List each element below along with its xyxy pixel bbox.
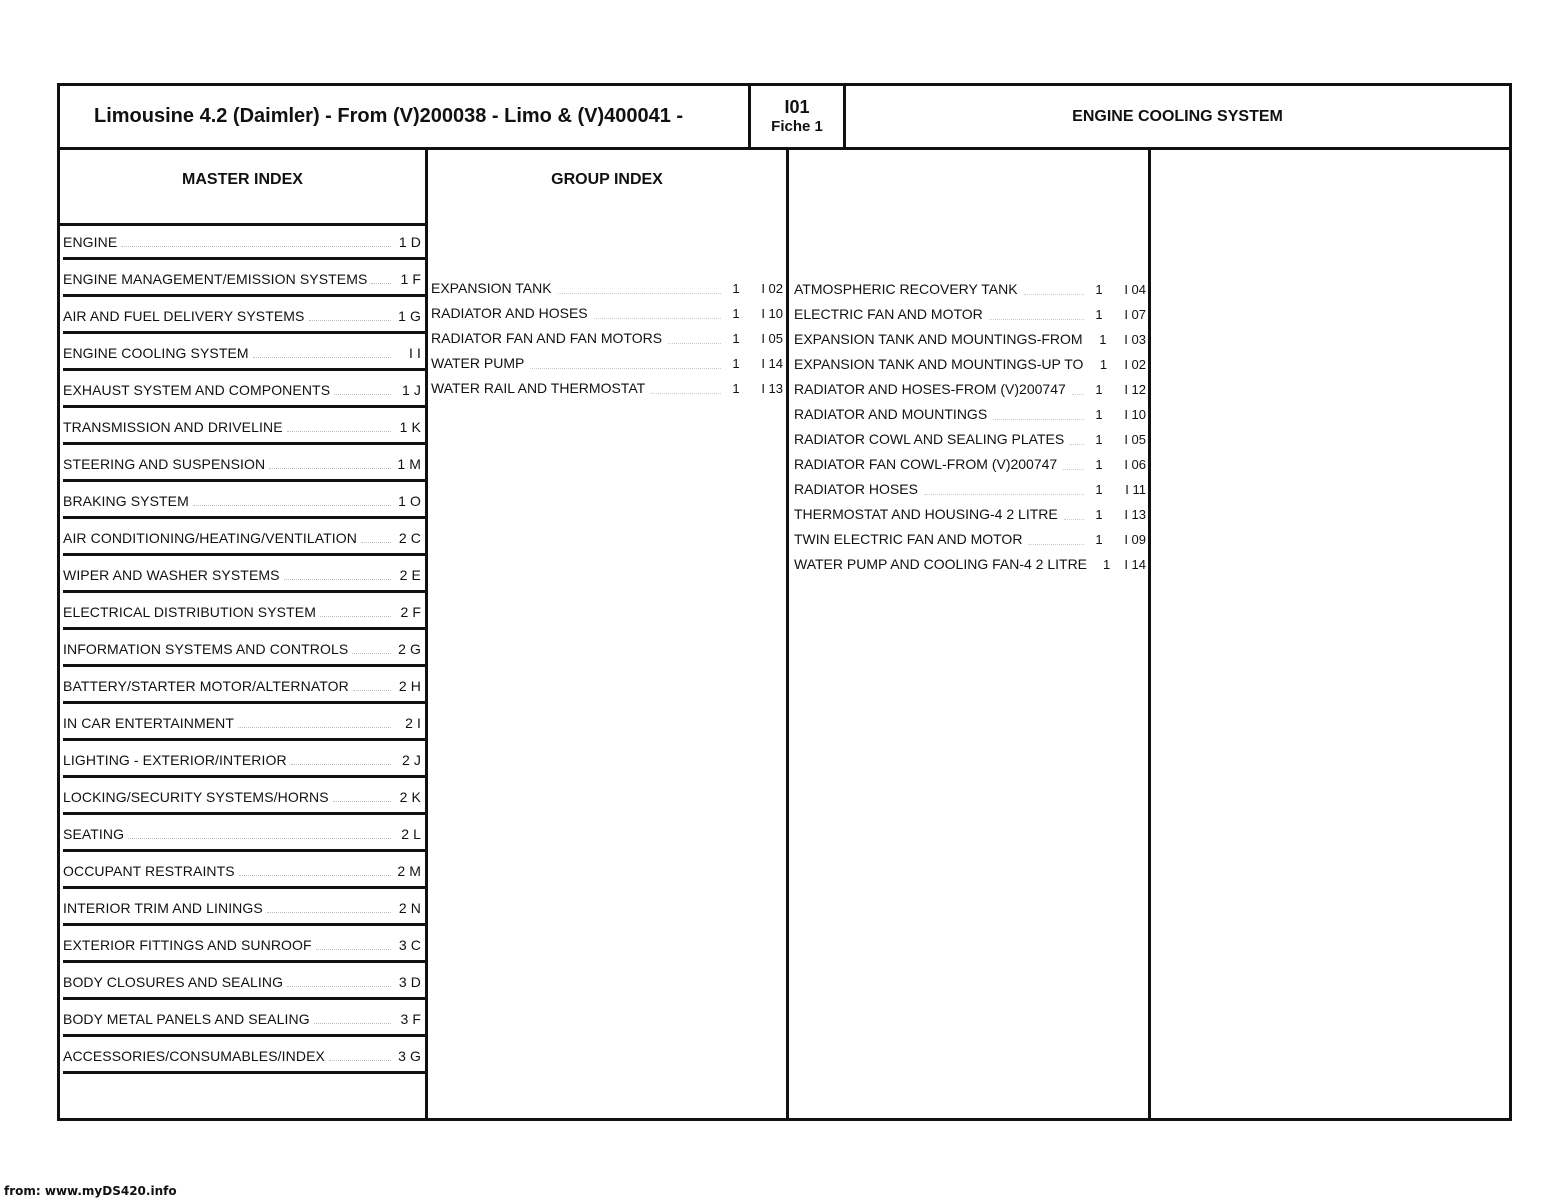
master-index-item[interactable] [63,337,425,371]
sub-index-label: WATER PUMP AND COOLING FAN-4 2 LITRE [794,556,1088,572]
sub-index-page: I 11 [1125,481,1146,497]
leader-dots [371,283,391,284]
master-index-item[interactable] [63,300,425,334]
leader-dots [651,393,721,394]
sub-index-label: RADIATOR AND HOSES-FROM (V)200747 [794,381,1066,397]
group-index-page: I 14 [761,355,783,371]
group-index-page: I 13 [761,380,783,396]
sub-index-page: I 03 [1124,331,1146,347]
master-index-label: IN CAR ENTERTAINMENT [63,714,235,731]
sub-index-fiche: 1 [1099,331,1107,347]
sub-index-page: I 09 [1124,531,1146,547]
master-index-item[interactable] [63,374,425,408]
master-index-label: ACCESSORIES/CONSUMABLES/INDEX [63,1047,325,1064]
source-footer: from: www.myDS420.info [4,1184,177,1198]
master-index-item[interactable] [63,411,425,445]
master-index-item[interactable] [63,1040,425,1074]
master-index-item[interactable] [63,559,425,593]
master-index-page: 2 E [399,566,421,583]
master-index-page: I I [409,344,421,361]
sub-index-fiche: 1 [1095,281,1103,297]
leader-dots [1072,394,1084,395]
master-index-item[interactable] [63,448,425,482]
leader-dots [267,912,391,913]
group-index-item[interactable] [431,277,783,299]
master-index-item[interactable] [63,744,425,778]
sub-index-label: RADIATOR HOSES [794,481,918,497]
group-index-label: WATER RAIL AND THERMOSTAT [431,380,646,396]
sub-index-label: ATMOSPHERIC RECOVERY TANK [794,281,1018,297]
sub-index-page: I 14 [1124,556,1146,572]
leader-dots [1070,444,1084,445]
leader-dots [1063,469,1084,470]
sub-index-page: I 06 [1124,456,1146,472]
master-index-page: 3 D [398,973,421,990]
leader-dots [287,986,391,987]
group-index-label: RADIATOR AND HOSES [431,305,588,321]
master-index-page: 2 H [398,677,421,694]
leader-dots [989,319,1084,320]
sub-index-page: I 04 [1124,281,1146,297]
sub-index-item[interactable] [794,428,1146,450]
sub-index-item[interactable] [794,353,1146,375]
group-index-item[interactable] [431,377,783,399]
master-index-page: 1 M [397,455,421,472]
master-index-item[interactable] [63,892,425,926]
sub-index-label: RADIATOR AND MOUNTINGS [794,406,988,422]
column-divider [425,150,428,1118]
leader-dots [238,727,391,728]
group-index-page: I 10 [761,305,783,321]
leader-dots [1064,519,1084,520]
master-index-page: 1 G [398,307,421,324]
leader-dots [329,1060,391,1061]
leader-dots [1024,294,1084,295]
sub-index-item[interactable] [794,403,1146,425]
leader-dots [314,1023,391,1024]
leader-dots [668,343,721,344]
section-title: ENGINE COOLING SYSTEM [1072,107,1283,125]
leader-dots [253,357,391,358]
master-index-page: 2 C [398,529,421,546]
group-code: I01 [784,96,810,117]
group-index-item[interactable] [431,327,783,349]
leader-dots [291,764,391,765]
master-index-label: SEATING [63,825,125,842]
page-title: Limousine 4.2 (Daimler) - From (V)200038 - Limo & (V)400041 - [94,105,684,127]
sub-index-fiche: 1 [1095,431,1103,447]
sub-index-label: ELECTRIC FAN AND MOTOR [794,306,983,322]
group-index-item[interactable] [431,352,783,374]
master-index-page: 3 F [400,1010,421,1027]
leader-dots [128,838,391,839]
column-divider [1148,150,1151,1118]
master-index-page: 2 M [397,862,421,879]
group-index-page: I 02 [761,280,783,296]
master-index [60,150,425,1121]
master-index-label: ENGINE MANAGEMENT/EMISSION SYSTEMS [63,270,368,287]
master-index-page: 1 D [398,233,421,250]
master-index-page: 2 G [398,640,421,657]
master-index-item[interactable] [63,818,425,852]
master-index-page: 2 J [402,751,421,768]
sub-index-fiche: 1 [1095,306,1103,322]
leader-dots [269,468,391,469]
master-index-item[interactable] [63,781,425,815]
group-index-label: RADIATOR FAN AND FAN MOTORS [431,330,663,346]
sub-index-item[interactable] [794,478,1146,500]
master-index-item[interactable] [63,929,425,963]
leader-dots [352,653,391,654]
sub-index-fiche: 1 [1099,356,1108,372]
master-index-page: 1 F [400,270,421,287]
master-index-page: 2 F [400,603,421,620]
group-index-fiche: 1 [732,305,740,321]
master-index-label: STEERING AND SUSPENSION [63,455,266,472]
leader-dots [924,494,1084,495]
sub-index-label: THERMOSTAT AND HOUSING-4 2 LITRE [794,506,1058,522]
sub-index-item[interactable] [794,328,1146,350]
group-index-fiche: 1 [732,355,740,371]
master-index-label: LIGHTING - EXTERIOR/INTERIOR [63,751,287,768]
header-row [60,86,1509,150]
fiche-number: Fiche 1 [771,117,823,135]
sub-index-fiche: 1 [1095,481,1103,497]
sub-index-item[interactable] [794,553,1146,575]
sub-index-fiche: 1 [1095,456,1103,472]
sub-index-item[interactable] [794,503,1146,525]
sub-index-item[interactable] [794,278,1146,300]
master-index-label: EXHAUST SYSTEM AND COMPONENTS [63,381,331,398]
leader-dots [316,949,391,950]
master-index-item[interactable] [63,1003,425,1037]
master-index-page: 2 K [399,788,421,805]
sub-index-label: RADIATOR FAN COWL-FROM (V)200747 [794,456,1058,472]
master-index-item[interactable] [63,522,425,556]
leader-dots [320,616,391,617]
leader-dots [287,431,391,432]
sub-index-page: I 10 [1124,406,1146,422]
sub-index-item[interactable] [794,378,1146,400]
master-index-item[interactable] [63,226,425,260]
master-index-item[interactable] [63,707,425,741]
leader-dots [1028,544,1084,545]
master-index-label: AIR AND FUEL DELIVERY SYSTEMS [63,307,305,324]
group-index-heading: GROUP INDEX [551,171,663,188]
master-index-page: 2 L [401,825,421,842]
column-divider [786,150,789,1118]
master-index-page: 1 K [399,418,421,435]
leader-dots [530,368,721,369]
master-index-heading: MASTER INDEX [182,171,303,188]
leader-dots [121,246,391,247]
group-index-fiche: 1 [732,330,740,346]
leader-dots [594,318,721,319]
master-index-label: BRAKING SYSTEM [63,492,189,509]
sub-index-label: EXPANSION TANK AND MOUNTINGS-FROM [794,331,1083,347]
master-index-label: INFORMATION SYSTEMS AND CONTROLS [63,640,349,657]
master-index-label: BODY CLOSURES AND SEALING [63,973,284,990]
leader-dots [309,320,392,321]
master-index-label: BODY METAL PANELS AND SEALING [63,1010,310,1027]
master-index-page: 1 O [398,492,421,509]
leader-dots [284,579,391,580]
master-index-page: 2 I [405,714,421,731]
leader-dots [193,505,391,506]
master-index-item[interactable] [63,485,425,519]
master-index-page: 3 G [398,1047,421,1064]
leader-dots [353,690,391,691]
sub-index-label: RADIATOR COWL AND SEALING PLATES [794,431,1065,447]
master-index-label: LOCKING/SECURITY SYSTEMS/HORNS [63,788,329,805]
master-index-label: WIPER AND WASHER SYSTEMS [63,566,280,583]
master-index-label: ELECTRICAL DISTRIBUTION SYSTEM [63,603,316,620]
group-index-item[interactable] [431,302,783,324]
sub-index-fiche: 1 [1102,556,1111,572]
master-index-item[interactable] [63,966,425,1000]
master-index-page: 2 N [398,899,421,916]
sub-index-label: TWIN ELECTRIC FAN AND MOTOR [794,531,1023,547]
sub-index-page: I 05 [1124,431,1146,447]
leader-dots [239,875,391,876]
sub-index-item[interactable] [794,528,1146,550]
sub-index-fiche: 1 [1095,506,1103,522]
leader-dots [558,293,721,294]
leader-dots [993,419,1084,420]
master-index-label: INTERIOR TRIM AND LININGS [63,899,263,916]
sub-index-item[interactable] [794,303,1146,325]
sub-index-page: I 12 [1124,381,1146,397]
master-index-item[interactable] [63,855,425,889]
group-index-fiche: 1 [732,280,740,296]
sub-index-page: I 02 [1124,356,1146,372]
master-index-item[interactable] [63,596,425,630]
master-index-label: AIR CONDITIONING/HEATING/VENTILATION [63,529,357,546]
fiche-code [748,86,846,147]
group-index-label: WATER PUMP [431,355,525,371]
master-index-item[interactable] [63,263,425,297]
sub-index-fiche: 1 [1095,531,1103,547]
sub-index-item[interactable] [794,453,1146,475]
group-index-page: I 05 [761,330,783,346]
master-index-item[interactable] [63,670,425,704]
master-index-label: BATTERY/STARTER MOTOR/ALTERNATOR [63,677,349,694]
sub-index-page: I 07 [1124,306,1146,322]
master-index-label: ENGINE COOLING SYSTEM [63,344,249,361]
master-index-label: ENGINE [63,233,118,250]
master-index-label: EXTERIOR FITTINGS AND SUNROOF [63,936,312,953]
leader-dots [361,542,391,543]
group-index-label: EXPANSION TANK [431,280,552,296]
sub-index-page: I 13 [1124,506,1146,522]
group-index-fiche: 1 [732,380,740,396]
leader-dots [334,394,391,395]
master-index-page: 1 J [402,381,421,398]
leader-dots [333,801,391,802]
sub-index-label: EXPANSION TANK AND MOUNTINGS-UP TO [794,356,1084,372]
index-frame [57,83,1512,1121]
master-index-item[interactable] [63,633,425,667]
master-index-label: TRANSMISSION AND DRIVELINE [63,418,283,435]
sub-index-fiche: 1 [1095,406,1103,422]
master-index-page: 3 C [398,936,421,953]
master-index-label: OCCUPANT RESTRAINTS [63,862,235,879]
sub-index-fiche: 1 [1095,381,1103,397]
